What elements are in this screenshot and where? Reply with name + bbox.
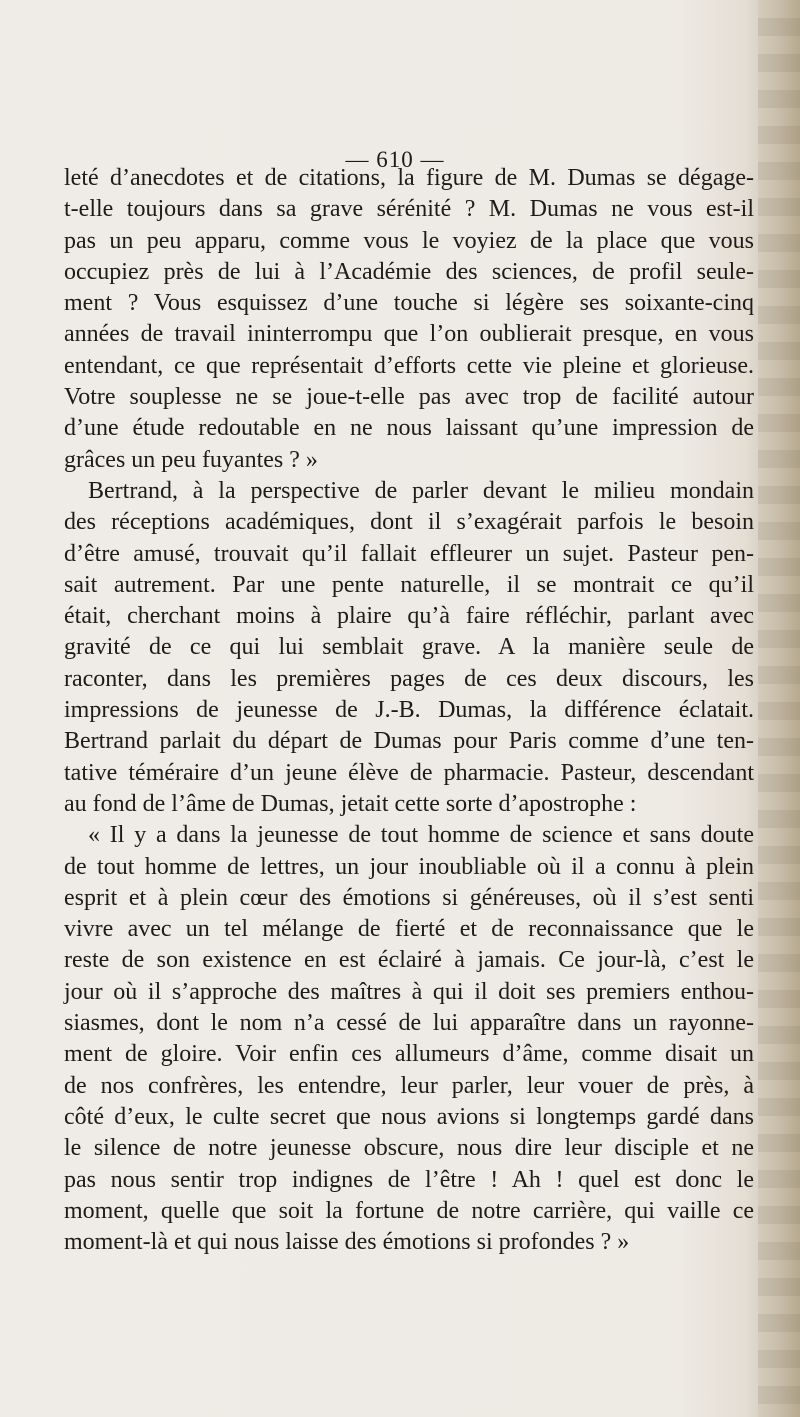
text-line: leté d’anecdotes et de citations, la figure de M. Dumas se dégage- xyxy=(64,165,754,191)
text-line: t-elle toujours dans sa grave sérénité ? M. Dumas ne vous est-il xyxy=(64,196,754,223)
text-line: gravité de ce qui lui semblait grave. A la manière seule de xyxy=(64,634,754,661)
text-line: des réceptions académiques, dont il s’exagérait parfois le besoin xyxy=(64,509,754,536)
text-line: Bertrand, à la perspective de parler devant le milieu mondain xyxy=(88,477,754,504)
text-line: sait autrement. Par une pente naturelle, il se montrait ce qu’il xyxy=(64,571,754,598)
text-line: grâces un peu fuyantes ? » xyxy=(64,446,318,473)
text-line: pas nous sentir trop indignes de l’être ! Ah ! quel est donc le xyxy=(64,1166,754,1193)
page-number: — 610 — xyxy=(345,147,445,172)
text-line: moment, quelle que soit la fortune de notre carrière, qui vaille ce xyxy=(64,1197,754,1224)
text-line: le silence de notre jeunesse obscure, nous dire leur disciple et ne xyxy=(64,1135,754,1162)
text-line: pas un peu apparu, comme vous le voyiez de la place que vous xyxy=(64,227,754,254)
text-line: Votre souplesse ne se joue-t-elle pas avec trop de facilité autour xyxy=(64,384,754,411)
text-line: ment de gloire. Voir enfin ces allumeurs d’âme, comme disait un xyxy=(64,1041,754,1068)
text-line: années de travail ininterrompu que l’on oublierait presque, en vous xyxy=(64,321,754,348)
text-line: d’être amusé, trouvait qu’il fallait effleurer un sujet. Pasteur pen- xyxy=(64,540,754,567)
text-line: moment-là et qui nous laisse des émotions si profondes ? » xyxy=(64,1229,630,1256)
text-line: jour où il s’approche des maîtres à qui il doit ses premiers enthou- xyxy=(64,978,754,1005)
body-text xyxy=(64,163,754,1258)
text-line: était, cherchant moins à plaire qu’à faire réfléchir, parlant avec xyxy=(64,603,754,630)
text-line: au fond de l’âme de Dumas, jetait cette sorte d’apostrophe : xyxy=(64,790,637,817)
text-line: occupiez près de lui à l’Académie des sciences, de profil seule- xyxy=(64,258,754,285)
text-line: siasmes, dont le nom n’a cessé de lui apparaître dans un rayonne- xyxy=(64,1010,754,1037)
text-line: impressions de jeunesse de J.-B. Dumas, la différence éclatait. xyxy=(64,697,754,724)
page-edge-shadow xyxy=(758,0,800,1417)
text-line: tative téméraire d’un jeune élève de pharmacie. Pasteur, descendant xyxy=(64,759,754,786)
text-line: vivre avec un tel mélange de fierté et de reconnaissance que le xyxy=(64,916,754,943)
text-line: Bertrand parlait du départ de Dumas pour Paris comme d’une ten- xyxy=(64,728,754,755)
text-line: « Il y a dans la jeunesse de tout homme de science et sans doute xyxy=(88,822,754,849)
text-line: ment ? Vous esquissez d’une touche si légère ses soixante-cinq xyxy=(64,290,754,317)
text-line: reste de son existence en est éclairé à jamais. Ce jour-là, c’est le xyxy=(64,947,754,974)
text-line: raconter, dans les premières pages de ces deux discours, les xyxy=(64,665,754,692)
text-line: entendant, ce que représentait d’efforts cette vie pleine et glorieuse. xyxy=(64,352,754,379)
text-line: esprit et à plein cœur des émotions si généreuses, où il s’est senti xyxy=(64,884,754,911)
text-line: d’une étude redoutable en ne nous laissant qu’une impression de xyxy=(64,415,754,442)
text-line: côté d’eux, le culte secret que nous avions si longtemps gardé dans xyxy=(64,1103,754,1130)
text-line: de nos confrères, les entendre, leur parler, leur vouer de près, à xyxy=(64,1072,754,1099)
text-line: de tout homme de lettres, un jour inoubliable où il a connu à plein xyxy=(64,853,754,880)
